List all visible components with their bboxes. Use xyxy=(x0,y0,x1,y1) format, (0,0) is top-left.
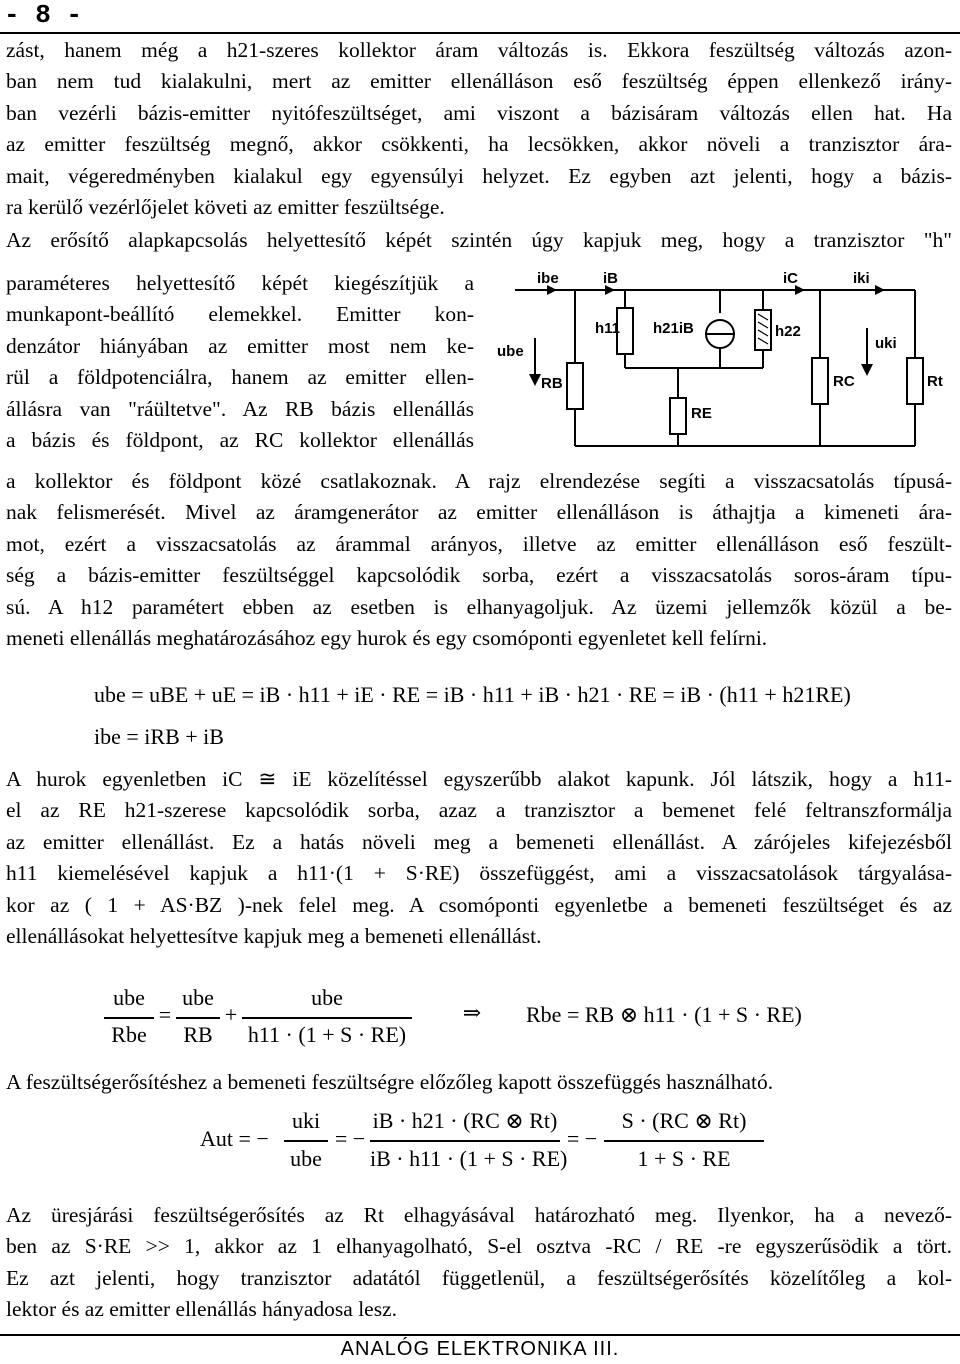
text-line: Az üresjárási feszültségerősítés az Rt elhagyásával határozható meg. Ilyenkor, ha a nevező- xyxy=(6,1203,952,1227)
label-rb: RB xyxy=(541,375,563,392)
text-line: ban vezérli bázis-emitter nyitófeszültséget, ami viszont a bázisáram változás ellen hat. Ha xyxy=(6,100,952,125)
paragraph-4 xyxy=(6,1067,952,1098)
label-h11: h11 xyxy=(595,320,621,337)
paragraph-3 xyxy=(6,764,952,952)
text-line: denzátor hiányában az emitter most nem ke- xyxy=(6,333,474,358)
label-ibe: ibe xyxy=(537,270,559,287)
label-h22: h22 xyxy=(775,323,801,340)
text-line: el az RE h21-szerese kapcsolódik sorba, azaz a tranzisztor a bemenet felé feltranszformálja xyxy=(6,798,952,823)
label-ib: iB xyxy=(603,270,618,287)
label-ube: ube xyxy=(497,343,524,360)
fraction-numerator: S · (RC ⊗ Rt) xyxy=(621,1108,747,1133)
fraction-denominator: h11 · (1 + S · RE) xyxy=(247,1022,407,1047)
label-uki: uki xyxy=(875,335,897,352)
gain-lhs: Aut = − xyxy=(200,1126,269,1151)
label-rc: RC xyxy=(833,373,855,390)
fraction-bar xyxy=(370,1140,560,1142)
fraction-numerator: ube xyxy=(182,985,214,1010)
paragraph-2-narrow xyxy=(6,268,474,456)
fraction-bar xyxy=(604,1140,764,1142)
text-line: A feszültségerősítéshez a bemeneti feszültségre előzőleg kapott összefüggés használható. xyxy=(6,1070,774,1094)
text-line: ban nem tud kialakulni, mert az emitter ellenálláson eső feszültség éppen ellenkező irány- xyxy=(6,69,952,94)
equals-minus: = − xyxy=(566,1126,598,1151)
text-line: h11 kiemelésével kapjuk a h11·(1 + S·RE) összefüggést, ami a visszacsatolások tárgyalása- xyxy=(6,861,952,886)
fraction-denominator: 1 + S · RE xyxy=(637,1146,731,1171)
fraction-bar xyxy=(284,1140,328,1142)
label-iki: iki xyxy=(853,270,870,287)
text-line: Ez azt jelenti, hogy tranzisztor adatától függetlenül, a feszültségerősítés közelítőleg a kol- xyxy=(6,1265,952,1290)
equals-sign: = xyxy=(158,1002,172,1027)
implies-arrow: ⇒ xyxy=(462,1000,482,1025)
text-line: meneti ellenállás meghatározásához egy hurok és egy csomóponti egyenletet kell felírni. xyxy=(6,626,768,651)
text-line: paraméteres helyettesítő képét kiegészítjük a xyxy=(6,271,474,295)
input-resistance-result: Rbe = RB ⊗ h11 · (1 + S · RE) xyxy=(526,1002,802,1027)
footer-title: ANALÓG ELEKTRONIKA III. xyxy=(340,1338,620,1360)
fraction-denominator: RB xyxy=(183,1022,213,1047)
text-line: nak felismerését. Mivel az áramgenerátor az emitter ellenálláson is áthajtja a kimeneti ára- xyxy=(6,500,952,525)
fraction-bar xyxy=(176,1017,220,1019)
label-re: RE xyxy=(691,405,712,422)
text-line: az emitter feszültség megnő, akkor csökkenti, ha lecsökken, akkor növeli a tranzisztor ára- xyxy=(6,132,952,157)
text-line: ben az S·RE >> 1, akkor az 1 elhanyagolható, S-el osztva -RC / RE -re egyszerűsödik a tört. xyxy=(6,1234,952,1259)
equals-minus: = − xyxy=(334,1126,366,1151)
paragraph-2-first-line xyxy=(6,225,952,256)
text-line: zást, hanem még a h21-szeres kollektor áram változás is. Ekkora feszültség változás azon- xyxy=(6,38,952,62)
label-rt: Rt xyxy=(927,373,943,390)
fraction-numerator: uki xyxy=(291,1108,321,1133)
fraction-numerator: ube xyxy=(311,985,343,1010)
paragraph-1 xyxy=(6,35,952,223)
footer-rule xyxy=(0,1334,960,1336)
text-line: rül a földpotenciálra, hanem az emitter ellen- xyxy=(6,365,474,390)
fraction-denominator: Rbe xyxy=(111,1022,147,1047)
text-line: ellenállásokat helyettesítve kapjuk meg a bemeneti ellenállást. xyxy=(6,924,542,949)
text-line: a kollektor és földpont közé csatlakoznak. A rajz elrendezése segíti a visszacsatolás típusá- xyxy=(6,469,952,493)
text-line: az emitter ellenállást. Ez a hatás növeli meg a bemeneti ellenállást. A zárójeles kifejezésből xyxy=(6,829,952,854)
equation-node: ibe = iRB + iB xyxy=(94,724,224,749)
text-line: kor az ( 1 + AS·BZ )-nek felel meg. A csomóponti egyenletbe a bemeneti feszültséget és az xyxy=(6,892,952,917)
text-line: állásra van "ráültetve". Az RB bázis ellenállás xyxy=(6,396,474,421)
text-line: munkapont-beállító elemekkel. Emitter kon- xyxy=(6,302,474,327)
equation-input-loop: ube = uBE + uE = iB · h11 + iE · RE = iB · h11 + iB · h21 · RE = iB · (h11 + h21RE) xyxy=(94,682,851,707)
label-h21ib: h21iB xyxy=(653,320,694,337)
text-line: sú. A h12 paramétert ebben az esetben is elhanyagoljuk. Az üzemi jellemzők közül a be- xyxy=(6,594,952,619)
text-line: mot, ezért a visszacsatolás az árammal arányos, illetve az emitter ellenálláson eső feszült- xyxy=(6,531,952,556)
fraction-denominator: ube xyxy=(290,1146,322,1171)
fraction-bar xyxy=(104,1017,154,1019)
text-line: a bázis és földpont, az RC kollektor ellenállás xyxy=(6,428,474,453)
circuit-diagram xyxy=(495,268,955,458)
paragraph-5 xyxy=(6,1200,952,1326)
label-ic: iC xyxy=(783,270,798,287)
text-line: ség a bázis-emitter feszültséggel kapcsolódik sorba, ezért a visszacsatolás soros-áram típu- xyxy=(6,563,952,588)
text-line: A hurok egyenletben iC ≅ iE közelítéssel egyszerűbb alakot kapunk. Jól látszik, hogy a h11- xyxy=(6,767,952,791)
fraction-denominator: iB · h11 · (1 + S · RE) xyxy=(370,1146,568,1171)
paragraph-2-rest xyxy=(6,466,952,654)
text-line: lektor és az emitter ellenállás hányadosa lesz. xyxy=(6,1297,398,1322)
fraction-numerator: iB · h21 · (RC ⊗ Rt) xyxy=(372,1108,558,1133)
page-number: - 8 - xyxy=(4,0,83,30)
fraction-numerator: ube xyxy=(113,985,145,1010)
text-line: ra kerülő vezérlőjelet követi az emitter feszültsége. xyxy=(6,195,445,220)
plus-sign: + xyxy=(224,1002,238,1027)
text-line: Az erősítő alapkapcsolás helyettesítő képét szintén úgy kapjuk meg, hogy a tranzisztor "h" xyxy=(6,228,952,252)
header-rule xyxy=(0,32,960,34)
text-line: mait, végeredményben kialakul egy egyensúlyi helyzet. Ez egyben azt jelenti, hogy a bázis- xyxy=(6,163,952,188)
fraction-bar xyxy=(242,1017,412,1019)
